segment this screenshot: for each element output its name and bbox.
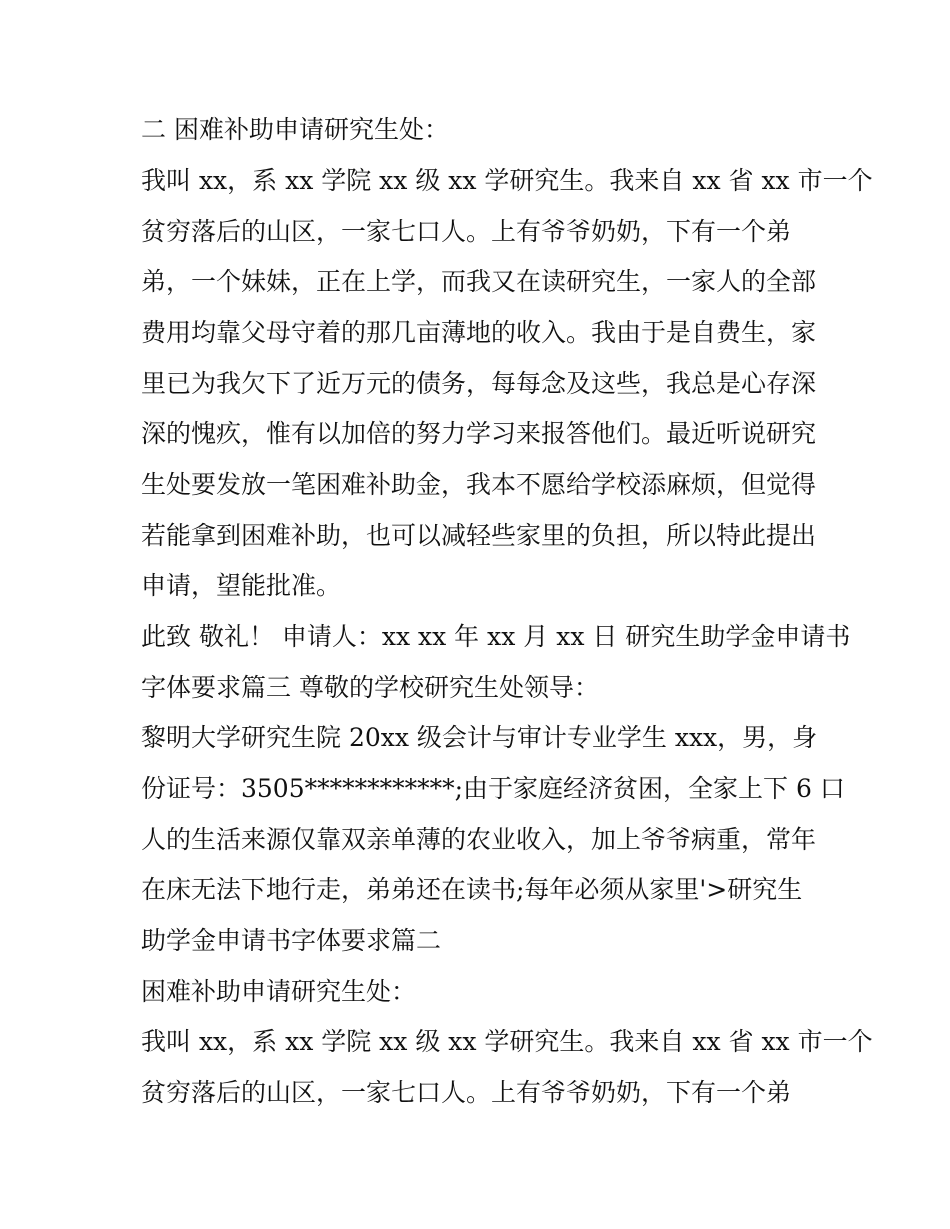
text-line: 在床无法下地行走，弟弟还在读书;每年必须从家里'>研究生 xyxy=(141,875,803,904)
text-line: 二 困难补助申请研究生处： xyxy=(141,115,449,144)
text-line: 费用均靠父母守着的那几亩薄地的收入。我由于是自费生，家 xyxy=(141,318,817,347)
text-line: 弟，一个妹妹，正在上学，而我又在读研究生，一家人的全部 xyxy=(141,267,817,296)
text-line: 申请，望能批准。 xyxy=(141,571,342,600)
text-line: 份证号：3505************;由于家庭经济贫困，全家上下 6 口 xyxy=(141,774,845,803)
text-line: 此致 敬礼！ 申请人：xx xx 年 xx 月 xx 日 研究生助学金申请书 xyxy=(141,622,851,651)
text-line: 助学金申请书字体要求篇二 xyxy=(141,926,442,955)
text-line: 生处要发放一笔困难补助金，我本不愿给学校添麻烦，但觉得 xyxy=(141,470,817,499)
text-line: 人的生活来源仅靠双亲单薄的农业收入，加上爷爷病重，常年 xyxy=(141,825,817,854)
text-line: 深的愧疚，惟有以加倍的努力学习来报答他们。最近听说研究 xyxy=(141,419,817,448)
text-line: 里已为我欠下了近万元的债务，每每念及这些，我总是心存深 xyxy=(141,369,817,398)
text-line: 贫穷落后的山区，一家七口人。上有爷爷奶奶，下有一个弟 xyxy=(141,1078,792,1107)
text-line: 若能拿到困难补助，也可以减轻些家里的负担，所以特此提出 xyxy=(141,521,817,550)
text-line: 我叫 xx，系 xx 学院 xx 级 xx 学研究生。我来自 xx 省 xx 市一个 xyxy=(141,1027,873,1056)
text-line: 我叫 xx，系 xx 学院 xx 级 xx 学研究生。我来自 xx 省 xx 市一个 xyxy=(141,166,873,195)
text-line: 字体要求篇三 尊敬的学校研究生处领导： xyxy=(141,673,599,702)
text-line: 贫穷落后的山区，一家七口人。上有爷爷奶奶，下有一个弟 xyxy=(141,217,792,246)
text-line: 黎明大学研究生院 20xx 级会计与审计专业学生 xxx，男，身 xyxy=(141,723,818,752)
text-line: 困难补助申请研究生处： xyxy=(141,977,417,1006)
